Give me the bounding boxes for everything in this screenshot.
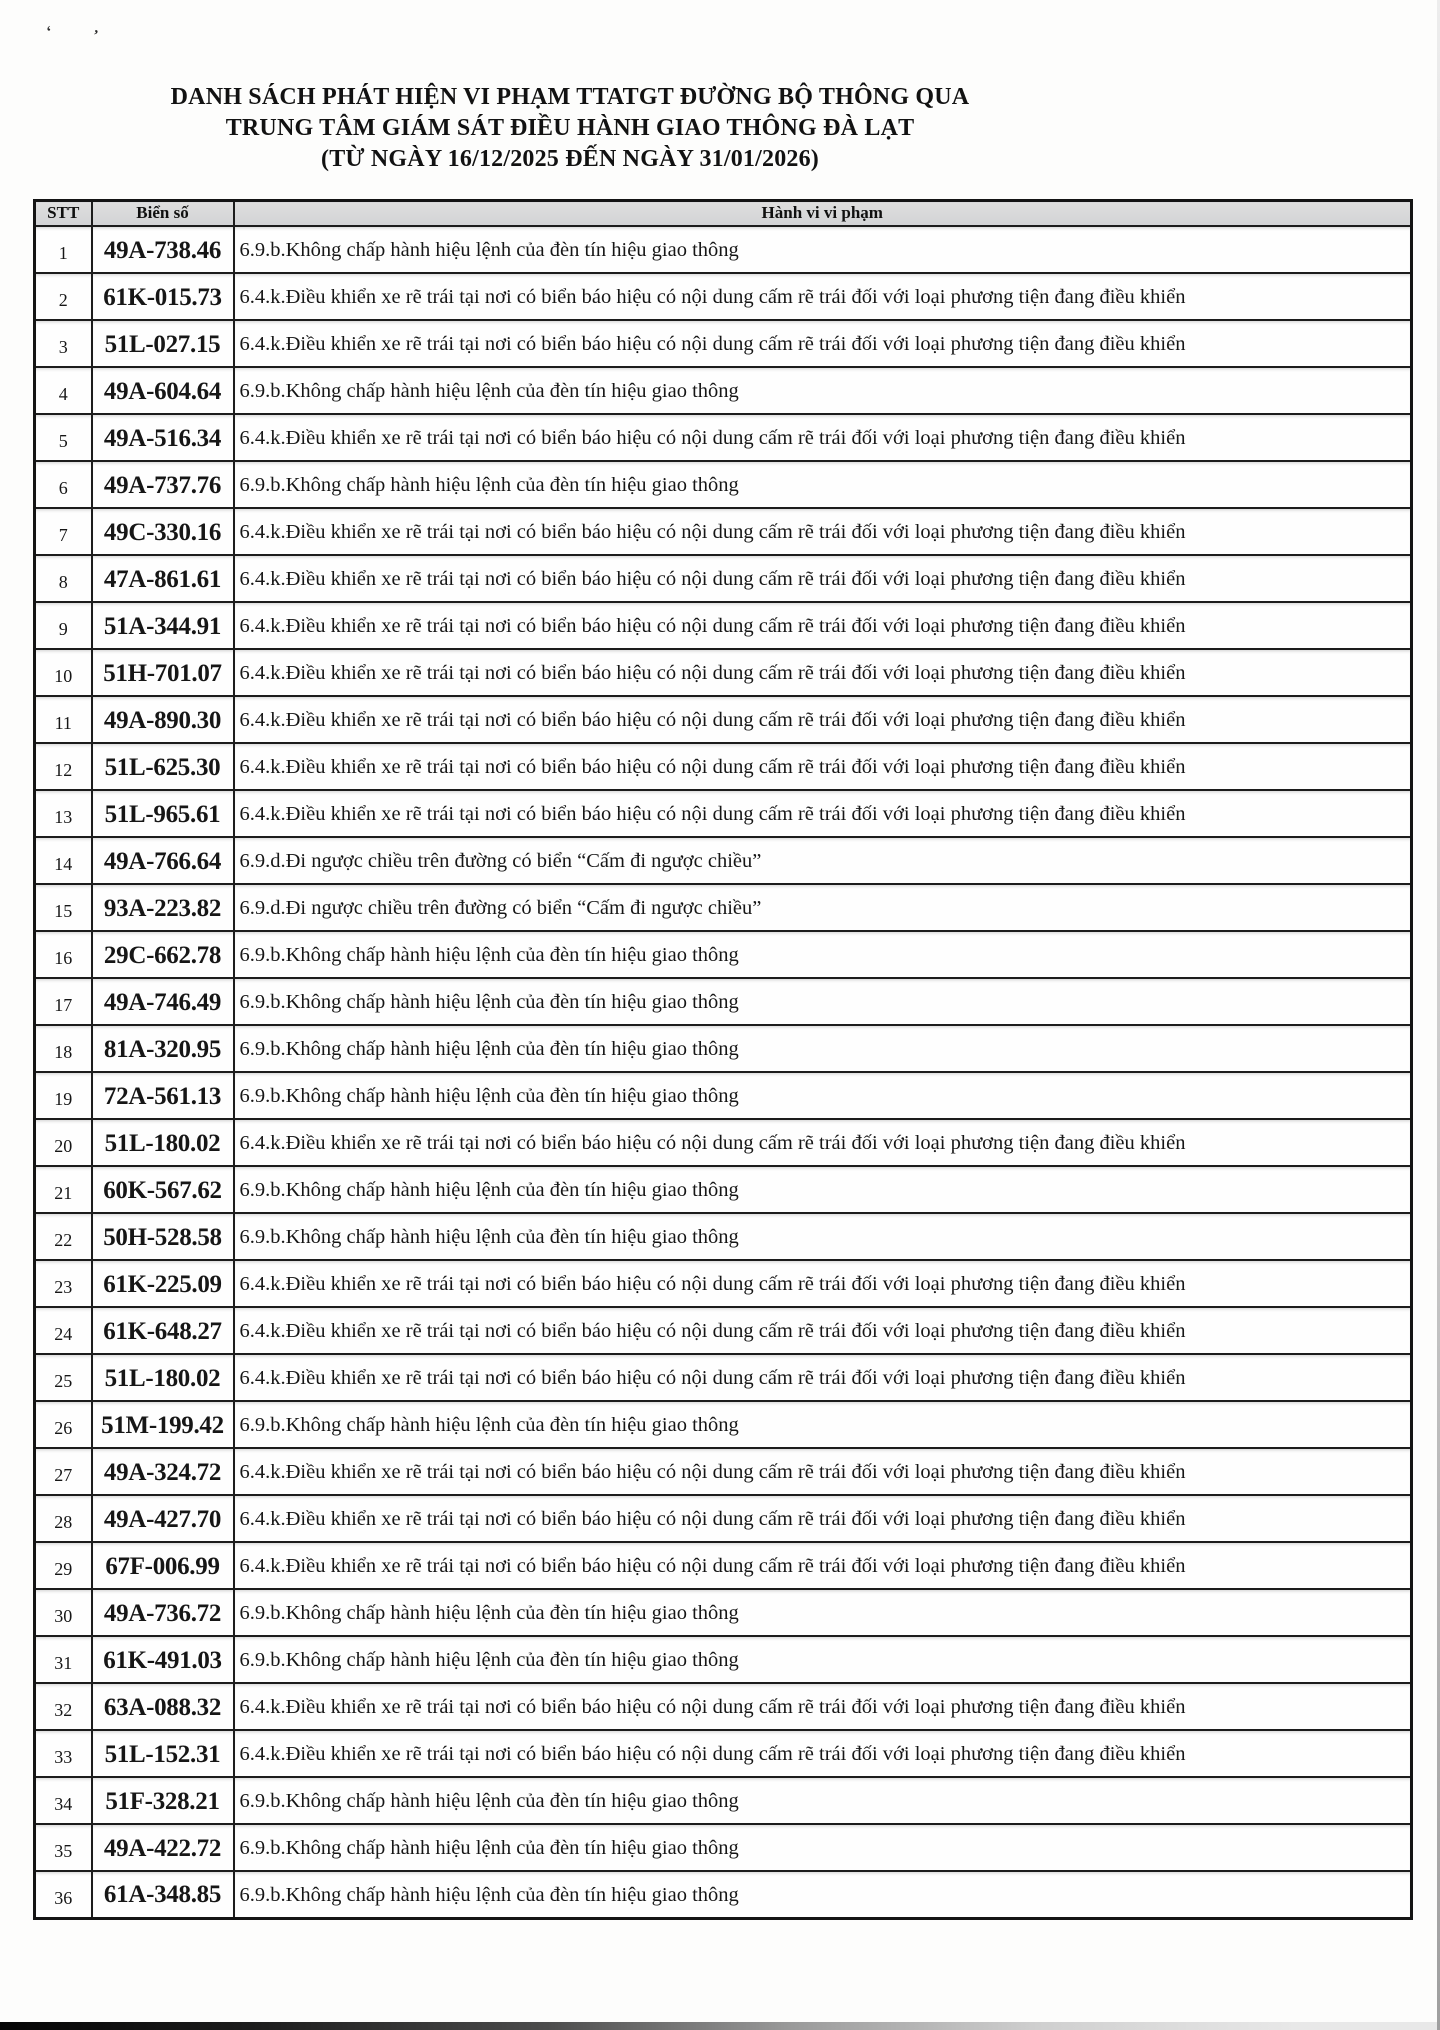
license-plate: 93A-223.82	[92, 884, 234, 931]
table-row	[35, 602, 1412, 649]
table-row	[35, 1683, 1412, 1730]
license-plate: 49A-422.72	[92, 1824, 234, 1871]
license-plate: 49A-516.34	[92, 414, 234, 461]
row-index: 28	[35, 1495, 92, 1542]
license-plate: 47A-861.61	[92, 555, 234, 602]
license-plate: 49A-736.72	[92, 1589, 234, 1636]
row-index: 3	[35, 320, 92, 367]
violation-text: 6.4.k.Điều khiển xe rẽ trái tại nơi có biển báo hiệu có nội dung cấm rẽ trái đối với loại phương tiện đang điều khiển	[234, 555, 1412, 602]
row-index: 20	[35, 1119, 92, 1166]
violation-text: 6.9.b.Không chấp hành hiệu lệnh của đèn tín hiệu giao thông	[234, 931, 1412, 978]
table-row	[35, 1589, 1412, 1636]
violation-text: 6.9.b.Không chấp hành hiệu lệnh của đèn tín hiệu giao thông	[234, 1824, 1412, 1871]
violation-text: 6.9.b.Không chấp hành hiệu lệnh của đèn tín hiệu giao thông	[234, 1072, 1412, 1119]
license-plate: 50H-528.58	[92, 1213, 234, 1260]
table-row	[35, 508, 1412, 555]
violation-text: 6.4.k.Điều khiển xe rẽ trái tại nơi có biển báo hiệu có nội dung cấm rẽ trái đối với loại phương tiện đang điều khiển	[234, 1683, 1412, 1730]
license-plate: 51L-180.02	[92, 1354, 234, 1401]
violation-text: 6.4.k.Điều khiển xe rẽ trái tại nơi có biển báo hiệu có nội dung cấm rẽ trái đối với loại phương tiện đang điều khiển	[234, 1448, 1412, 1495]
table-row	[35, 649, 1412, 696]
table-row	[35, 1260, 1412, 1307]
license-plate: 61K-491.03	[92, 1636, 234, 1683]
license-plate: 49A-604.64	[92, 367, 234, 414]
row-index: 19	[35, 1072, 92, 1119]
violation-text: 6.9.b.Không chấp hành hiệu lệnh của đèn tín hiệu giao thông	[234, 1025, 1412, 1072]
row-index: 9	[35, 602, 92, 649]
row-index: 36	[35, 1871, 92, 1918]
table-row	[35, 1401, 1412, 1448]
table-row	[35, 1307, 1412, 1354]
license-plate: 29C-662.78	[92, 931, 234, 978]
table-row	[35, 1354, 1412, 1401]
title-line-1: DANH SÁCH PHÁT HIỆN VI PHẠM TTATGT ĐƯỜNG BỘ THÔNG QUA	[170, 84, 970, 110]
row-index: 8	[35, 555, 92, 602]
license-plate: 61K-648.27	[92, 1307, 234, 1354]
violation-text: 6.9.d.Đi ngược chiều trên đường có biển “Cấm đi ngược chiều”	[234, 837, 1412, 884]
license-plate: 49A-427.70	[92, 1495, 234, 1542]
table-row	[35, 837, 1412, 884]
table-row	[35, 790, 1412, 837]
violation-text: 6.4.k.Điều khiển xe rẽ trái tại nơi có biển báo hiệu có nội dung cấm rẽ trái đối với loại phương tiện đang điều khiển	[234, 414, 1412, 461]
table-row	[35, 978, 1412, 1025]
violation-text: 6.9.b.Không chấp hành hiệu lệnh của đèn tín hiệu giao thông	[234, 978, 1412, 1025]
table-row	[35, 1542, 1412, 1589]
table-row	[35, 1166, 1412, 1213]
license-plate: 51L-625.30	[92, 743, 234, 790]
violation-text: 6.9.b.Không chấp hành hiệu lệnh của đèn tín hiệu giao thông	[234, 1166, 1412, 1213]
violation-text: 6.4.k.Điều khiển xe rẽ trái tại nơi có biển báo hiệu có nội dung cấm rẽ trái đối với loại phương tiện đang điều khiển	[234, 649, 1412, 696]
scan-speck: ’	[91, 27, 100, 45]
license-plate: 51L-027.15	[92, 320, 234, 367]
row-index: 18	[35, 1025, 92, 1072]
license-plate: 51M-199.42	[92, 1401, 234, 1448]
license-plate: 63A-088.32	[92, 1683, 234, 1730]
row-index: 24	[35, 1307, 92, 1354]
row-index: 33	[35, 1730, 92, 1777]
table-row	[35, 696, 1412, 743]
license-plate: 67F-006.99	[92, 1542, 234, 1589]
violation-text: 6.4.k.Điều khiển xe rẽ trái tại nơi có biển báo hiệu có nội dung cấm rẽ trái đối với loại phương tiện đang điều khiển	[234, 320, 1412, 367]
violation-text: 6.4.k.Điều khiển xe rẽ trái tại nơi có biển báo hiệu có nội dung cấm rẽ trái đối với loại phương tiện đang điều khiển	[234, 1542, 1412, 1589]
violation-text: 6.4.k.Điều khiển xe rẽ trái tại nơi có biển báo hiệu có nội dung cấm rẽ trái đối với loại phương tiện đang điều khiển	[234, 1260, 1412, 1307]
row-index: 29	[35, 1542, 92, 1589]
table-row	[35, 320, 1412, 367]
violation-text: 6.9.b.Không chấp hành hiệu lệnh của đèn tín hiệu giao thông	[234, 1589, 1412, 1636]
row-index: 32	[35, 1683, 92, 1730]
header-violation: Hành vi vi phạm	[234, 201, 1412, 227]
title-line-2: TRUNG TÂM GIÁM SÁT ĐIỀU HÀNH GIAO THÔNG ĐÀ LẠT	[225, 115, 915, 141]
license-plate: 49A-738.46	[92, 226, 234, 273]
row-index: 12	[35, 743, 92, 790]
row-index: 26	[35, 1401, 92, 1448]
license-plate: 51F-328.21	[92, 1777, 234, 1824]
table-row	[35, 931, 1412, 978]
violations-table	[33, 199, 1413, 1920]
license-plate: 51L-152.31	[92, 1730, 234, 1777]
license-plate: 51L-965.61	[92, 790, 234, 837]
row-index: 5	[35, 414, 92, 461]
license-plate: 61A-348.85	[92, 1871, 234, 1918]
violation-text: 6.9.b.Không chấp hành hiệu lệnh của đèn tín hiệu giao thông	[234, 1213, 1412, 1260]
row-index: 25	[35, 1354, 92, 1401]
row-index: 17	[35, 978, 92, 1025]
table-row	[35, 414, 1412, 461]
violations-tbody	[35, 226, 1412, 1918]
violation-text: 6.4.k.Điều khiển xe rẽ trái tại nơi có biển báo hiệu có nội dung cấm rẽ trái đối với loại phương tiện đang điều khiển	[234, 1730, 1412, 1777]
table-row	[35, 1213, 1412, 1260]
row-index: 7	[35, 508, 92, 555]
table-row	[35, 743, 1412, 790]
table-row	[35, 1025, 1412, 1072]
header-stt: STT	[35, 201, 92, 227]
table-row	[35, 1119, 1412, 1166]
scan-speck: ‘	[45, 23, 54, 41]
violation-text: 6.9.d.Đi ngược chiều trên đường có biển “Cấm đi ngược chiều”	[234, 884, 1412, 931]
row-index: 10	[35, 649, 92, 696]
scan-edge-artifact	[0, 2022, 1440, 2030]
table-row	[35, 226, 1412, 273]
license-plate: 51A-344.91	[92, 602, 234, 649]
row-index: 30	[35, 1589, 92, 1636]
table-row	[35, 461, 1412, 508]
table-row	[35, 1871, 1412, 1918]
license-plate: 81A-320.95	[92, 1025, 234, 1072]
license-plate: 49A-737.76	[92, 461, 234, 508]
table-header	[35, 201, 1412, 227]
violation-text: 6.9.b.Không chấp hành hiệu lệnh của đèn tín hiệu giao thông	[234, 1871, 1412, 1918]
table-row	[35, 1495, 1412, 1542]
row-index: 21	[35, 1166, 92, 1213]
row-index: 1	[35, 226, 92, 273]
license-plate: 72A-561.13	[92, 1072, 234, 1119]
row-index: 15	[35, 884, 92, 931]
violation-text: 6.4.k.Điều khiển xe rẽ trái tại nơi có biển báo hiệu có nội dung cấm rẽ trái đối với loại phương tiện đang điều khiển	[234, 508, 1412, 555]
violation-text: 6.4.k.Điều khiển xe rẽ trái tại nơi có biển báo hiệu có nội dung cấm rẽ trái đối với loại phương tiện đang điều khiển	[234, 602, 1412, 649]
table-row	[35, 1777, 1412, 1824]
table-row	[35, 367, 1412, 414]
row-index: 16	[35, 931, 92, 978]
table-row	[35, 1448, 1412, 1495]
license-plate: 51L-180.02	[92, 1119, 234, 1166]
violation-text: 6.9.b.Không chấp hành hiệu lệnh của đèn tín hiệu giao thông	[234, 367, 1412, 414]
row-index: 11	[35, 696, 92, 743]
license-plate: 49A-324.72	[92, 1448, 234, 1495]
violation-text: 6.4.k.Điều khiển xe rẽ trái tại nơi có biển báo hiệu có nội dung cấm rẽ trái đối với loại phương tiện đang điều khiển	[234, 1119, 1412, 1166]
violation-text: 6.9.b.Không chấp hành hiệu lệnh của đèn tín hiệu giao thông	[234, 1401, 1412, 1448]
table-row	[35, 1824, 1412, 1871]
row-index: 4	[35, 367, 92, 414]
violation-text: 6.4.k.Điều khiển xe rẽ trái tại nơi có biển báo hiệu có nội dung cấm rẽ trái đối với loại phương tiện đang điều khiển	[234, 696, 1412, 743]
table-row	[35, 884, 1412, 931]
violation-text: 6.9.b.Không chấp hành hiệu lệnh của đèn tín hiệu giao thông	[234, 461, 1412, 508]
row-index: 14	[35, 837, 92, 884]
violation-text: 6.9.b.Không chấp hành hiệu lệnh của đèn tín hiệu giao thông	[234, 1636, 1412, 1683]
violation-text: 6.4.k.Điều khiển xe rẽ trái tại nơi có biển báo hiệu có nội dung cấm rẽ trái đối với loại phương tiện đang điều khiển	[234, 1307, 1412, 1354]
table-row	[35, 1636, 1412, 1683]
row-index: 31	[35, 1636, 92, 1683]
violation-text: 6.4.k.Điều khiển xe rẽ trái tại nơi có biển báo hiệu có nội dung cấm rẽ trái đối với loại phương tiện đang điều khiển	[234, 790, 1412, 837]
violation-text: 6.4.k.Điều khiển xe rẽ trái tại nơi có biển báo hiệu có nội dung cấm rẽ trái đối với loại phương tiện đang điều khiển	[234, 1354, 1412, 1401]
row-index: 35	[35, 1824, 92, 1871]
license-plate: 51H-701.07	[92, 649, 234, 696]
row-index: 2	[35, 273, 92, 320]
license-plate: 49A-890.30	[92, 696, 234, 743]
license-plate: 60K-567.62	[92, 1166, 234, 1213]
violation-text: 6.4.k.Điều khiển xe rẽ trái tại nơi có biển báo hiệu có nội dung cấm rẽ trái đối với loại phương tiện đang điều khiển	[234, 743, 1412, 790]
violation-text: 6.4.k.Điều khiển xe rẽ trái tại nơi có biển báo hiệu có nội dung cấm rẽ trái đối với loại phương tiện đang điều khiển	[234, 273, 1412, 320]
license-plate: 61K-225.09	[92, 1260, 234, 1307]
row-index: 6	[35, 461, 92, 508]
row-index: 23	[35, 1260, 92, 1307]
violation-text: 6.9.b.Không chấp hành hiệu lệnh của đèn tín hiệu giao thông	[234, 1777, 1412, 1824]
document-title	[0, 82, 1140, 175]
license-plate: 49C-330.16	[92, 508, 234, 555]
row-index: 34	[35, 1777, 92, 1824]
title-line-3: (TỪ NGÀY 16/12/2025 ĐẾN NGÀY 31/01/2026)	[321, 146, 819, 172]
violation-text: 6.9.b.Không chấp hành hiệu lệnh của đèn tín hiệu giao thông	[234, 226, 1412, 273]
table-row	[35, 273, 1412, 320]
license-plate: 49A-746.49	[92, 978, 234, 1025]
license-plate: 61K-015.73	[92, 273, 234, 320]
row-index: 13	[35, 790, 92, 837]
violation-text: 6.4.k.Điều khiển xe rẽ trái tại nơi có biển báo hiệu có nội dung cấm rẽ trái đối với loại phương tiện đang điều khiển	[234, 1495, 1412, 1542]
row-index: 27	[35, 1448, 92, 1495]
table-row	[35, 1072, 1412, 1119]
table-row	[35, 555, 1412, 602]
license-plate: 49A-766.64	[92, 837, 234, 884]
table-row	[35, 1730, 1412, 1777]
row-index: 22	[35, 1213, 92, 1260]
header-plate: Biển số	[92, 201, 234, 227]
